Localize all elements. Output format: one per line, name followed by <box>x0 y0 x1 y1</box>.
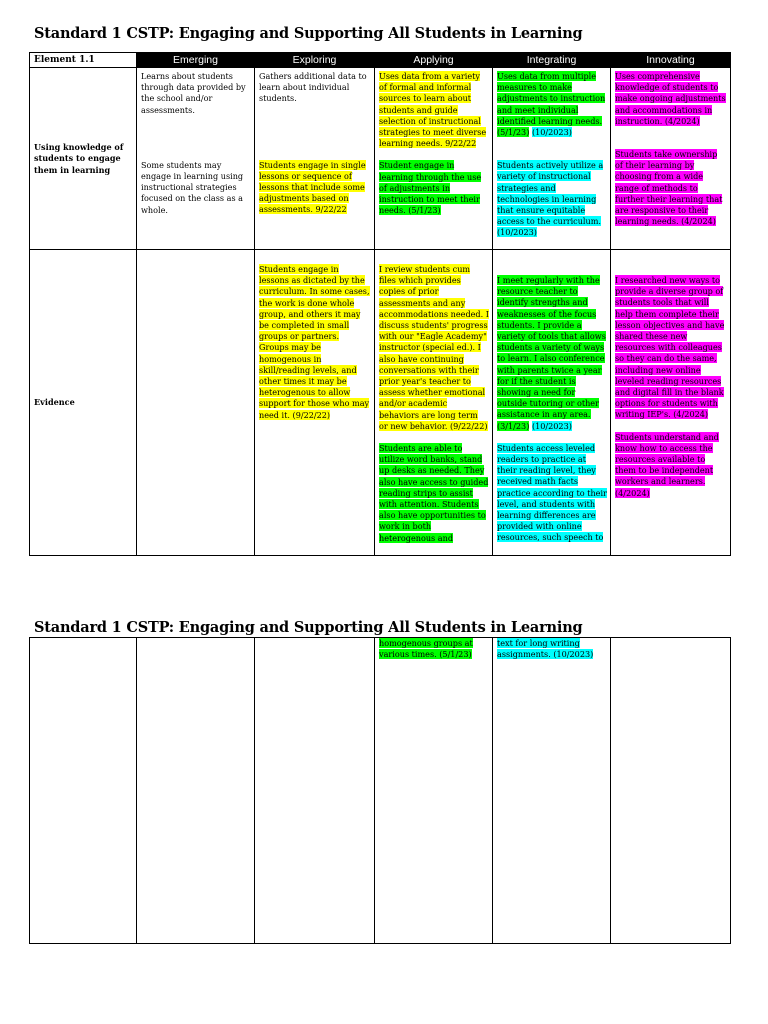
cell-innovating <box>611 638 731 944</box>
rubric-table-continued <box>29 637 731 944</box>
highlighted-text: Students engage in single lessons or sequence of lessons that include some adjustments based on assessments. 9/22/22 <box>259 159 366 215</box>
cell-applying <box>375 68 493 250</box>
highlighted-text: (10/2023) <box>531 420 572 431</box>
table-row <box>30 250 731 556</box>
rubric-table <box>29 52 731 556</box>
highlighted-text: Students actively utilize a variety of instructional strategies and technologies in learning that ensure equitable access to the curriculum. (10/2023) <box>497 160 604 238</box>
cell-applying <box>375 638 493 944</box>
row-label-knowledge: Using knowledge of students to engage them in learning <box>30 68 137 250</box>
cell-exploring <box>255 250 375 556</box>
highlighted-text: Uses data from a variety of formal and informal sources to learn about students and guide selection of instructional strategies to meet diverse learning needs. 9/22/22 <box>379 71 487 149</box>
cell-label <box>30 638 137 944</box>
highlighted-text: Uses comprehensive knowledge of students to make ongoing adjustments and accommodations in instruction. (4/2024) <box>615 71 726 126</box>
cell-exploring <box>255 68 375 250</box>
highlighted-text: I researched new ways to provide a diverse group of students tools that will help them complete their lesson objectives and have shared these new resources with colleagues so they can do the same, including new online leveled reading resources and digital fill in the blank options for students with writing IEP's. (4/2024) <box>615 275 725 420</box>
highlighted-text: Students understand and know how to access the resources available to them to be independent workers and learners. (4/2024) <box>615 431 719 498</box>
level-header-exploring: Exploring <box>255 53 375 68</box>
cell-integrating <box>493 638 611 944</box>
cell-text: Learns about students through data provided by the school and/or assessments. <box>141 71 246 115</box>
cell-exploring <box>255 638 375 944</box>
cell-applying <box>375 250 493 556</box>
highlighted-text: I meet regularly with the resource teacher to identify strengths and weaknesses of the focus students. I provide a variety of tools that allows students a variety of ways to learn. I also conference with parents twice a year for if the student is showing a need for outside tutoring or other assistance in any area. (3/1/23) <box>497 275 606 431</box>
cell-integrating <box>493 250 611 556</box>
highlighted-text: text for long writing assignments. (10/2023) <box>497 638 594 660</box>
page-title-continued: Standard 1 CSTP: Engaging and Supporting All Students in Learning <box>34 619 583 636</box>
cell-emerging <box>137 638 255 944</box>
cell-text: Some students may engage in learning using instructional strategies focused on the class as a whole. <box>141 159 244 215</box>
highlighted-text: Student engage in learning through the use of adjustments in instruction to meet their needs. (5/1/23) <box>379 160 482 216</box>
highlighted-text: Students engage in lessons as dictated by the curriculum. In some cases, the work is done whole group, and others it may be completed in small groups or partners. Groups may be homogenous in skill/reading levels, and other times it may be heterogenous to allow support for those who may need it. (9/22/22) <box>259 264 370 420</box>
level-header-integrating: Integrating <box>493 53 611 68</box>
page-title: Standard 1 CSTP: Engaging and Supporting All Students in Learning <box>34 25 583 42</box>
level-header-innovating: Innovating <box>611 53 731 68</box>
highlighted-text: homogenous groups at various times. (5/1/23) <box>379 638 473 660</box>
table-row <box>30 638 731 944</box>
highlighted-text: Uses data from multiple measures to make adjustments to instruction and meet individual identified learning needs. (5/1/23) <box>497 71 606 138</box>
cell-emerging <box>137 250 255 556</box>
row-label-evidence: Evidence <box>30 250 137 556</box>
table-row <box>30 68 731 250</box>
cell-text: Gathers additional data to learn about individual students. <box>259 71 367 104</box>
cell-innovating <box>611 250 731 556</box>
highlighted-text: I review students cum files which provides copies of prior assessments and any accommodations needed. I discuss students' progress with our "Eagle Academy" instructor (special ed.). I also have continuing conversations with their prior year's teacher to assess whether emotional and/or academic behaviors are long term or new behavior. (9/22/22) <box>379 264 489 431</box>
cell-emerging <box>137 68 255 250</box>
highlighted-text: Students access leveled readers to practice at their reading level, they received math facts practice according to their level, and students with learning differences are provided with online resources, such speech to <box>497 442 607 543</box>
highlighted-text: Students take ownership of their learning by choosing from a wide range of methods to further their learning that are responsive to their learning needs. (4/2024) <box>615 149 723 227</box>
element-label: Element 1.1 <box>30 53 137 68</box>
highlighted-text: (10/2023) <box>531 127 572 138</box>
level-header-emerging: Emerging <box>137 53 255 68</box>
highlighted-text: Students are able to utilize word banks, stand up desks as needed. They also have access to guided reading strips to assist with attention. Students also have opportunities to work in both heterogenous and <box>379 443 489 543</box>
cell-integrating <box>493 68 611 250</box>
level-header-applying: Applying <box>375 53 493 68</box>
cell-innovating <box>611 68 731 250</box>
